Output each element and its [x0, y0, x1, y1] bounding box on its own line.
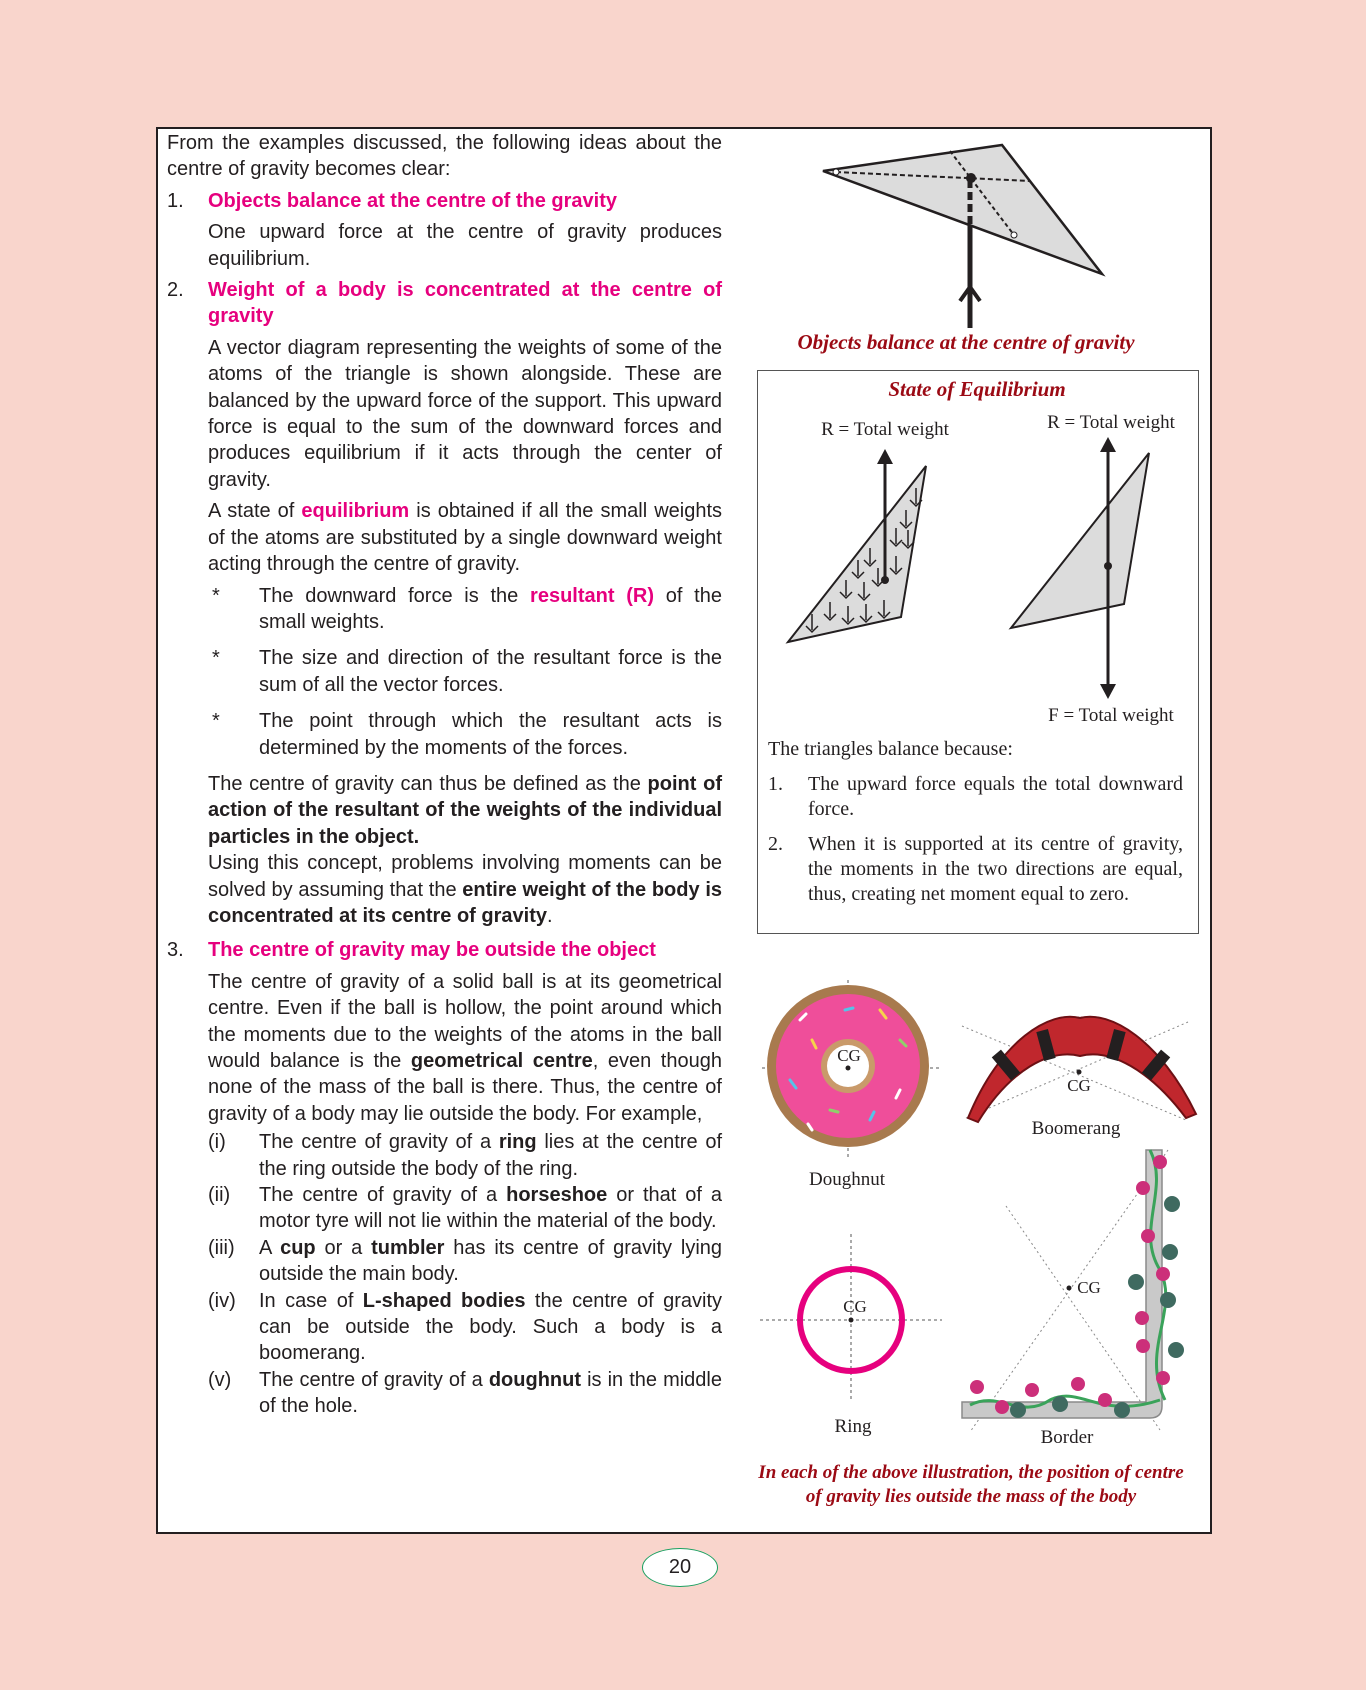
label-bottom-f: F = Total weight [1048, 705, 1174, 726]
example-item: (v) The centre of gravity of a doughnut is in the middle of the hole. [208, 1368, 722, 1418]
point-2-heading: 2. Weight of a body is concentrated at the centre of gravity [167, 279, 722, 328]
intro-text: From the examples discussed, the following ideas about the centre of gravity becomes clear: [167, 132, 722, 181]
border-illustration [962, 1150, 1184, 1432]
equilibrium-intro: The triangles balance because: [768, 738, 1013, 760]
cg-label-boomerang: CG [1067, 1076, 1091, 1095]
cg-label-doughnut: CG [837, 1046, 861, 1065]
boomerang-illustration [962, 1017, 1196, 1122]
point-2-para2: A state of equilibrium is obtained if all the small weights of the atoms are substituted by a single downward weight acting through the centre of gravity. [208, 500, 723, 576]
point-1-text: One upward force at the centre of gravity produces equilibrium. [208, 221, 722, 270]
moments-concept: Using this concept, problems involving moments can be solved by assuming that the entire weight of the body is concentrated at its centre of gravity. [208, 852, 722, 927]
point-1-heading: 1. Objects balance at the centre of the gravity [167, 189, 618, 212]
boomerang-label: Boomerang [1031, 1118, 1121, 1139]
ring-label: Ring [834, 1416, 872, 1437]
equilibrium-title: State of Equilibrium [888, 377, 1066, 401]
bullet-item: * The downward force is the resultant (R) of the small weights. [212, 584, 722, 633]
point-2-para1: A vector diagram representing the weights of some of the atoms of the triangle is shown alongside. These are balanced by the upward force of the support. This upward force is equal to the sum of the downward forces and produces equilibrium if it acts through the center of gravity. [208, 336, 722, 491]
ring-illustration [760, 1234, 942, 1400]
example-item: (iv) In case of L-shaped bodies the centre of gravity can be outside the body. Such a body is a boomerang. [208, 1289, 723, 1365]
list-item: 1. The upward force equals the total downward force. [768, 773, 1183, 820]
border-label: Border [1040, 1427, 1094, 1448]
fig1-caption: Objects balance at the centre of gravity [797, 330, 1135, 354]
triangle-with-resultant [1011, 437, 1149, 699]
point-3-para: The centre of gravity of a solid ball is at its geometrical centre. Even if the ball is hollow, the point around which the moments due to the weights of the atoms in the ball would balance is the geometrical centre, even though none of the mass of the ball is there. Thus, the centre of gravity of a body may lie outside the body. For example, [208, 970, 722, 1125]
bullet-item: * The point through which the resultant acts is determined by the moments of the forces. [212, 710, 722, 759]
list-item: 2. When it is supported at its centre of gravity, the moments in the two directions are equal, thus, creating net moment equal to zero. [768, 833, 1183, 905]
label-right-r: R = Total weight [1047, 412, 1175, 433]
doughnut-label: Doughnut [809, 1169, 885, 1190]
examples-caption-line2: of gravity lies outside the mass of the body [805, 1486, 1137, 1507]
point-3-heading: 3. The centre of gravity may be outside the object [167, 939, 656, 962]
example-item: (i) The centre of gravity of a ring lies at the centre of the ring outside the body of the ring. [208, 1131, 722, 1180]
bullet-item: * The size and direction of the resultant force is the sum of all the vector forces. [212, 647, 722, 696]
cg-label-border: CG [1077, 1278, 1101, 1297]
example-item: (iii) A cup or a tumbler has its centre of gravity lying outside the main body. [208, 1236, 723, 1286]
page-number: 20 [642, 1548, 718, 1587]
doughnut-illustration [762, 980, 940, 1160]
examples-caption-line1: In each of the above illustration, the position of centre [758, 1462, 1184, 1483]
example-item: (ii) The centre of gravity of a horseshoe or that of a motor tyre will not lie within the material of the body. [208, 1184, 723, 1233]
triangle-with-atom-weights [788, 449, 926, 642]
cg-label-ring: CG [843, 1297, 867, 1316]
balance-triangle-figure [823, 145, 1102, 328]
cg-definition: The centre of gravity can thus be defined as the point of action of the resultant of the weights of the individual particles in the object. [208, 772, 722, 848]
equilibrium-explanation [768, 737, 1183, 907]
label-left-r: R = Total weight [821, 419, 949, 440]
